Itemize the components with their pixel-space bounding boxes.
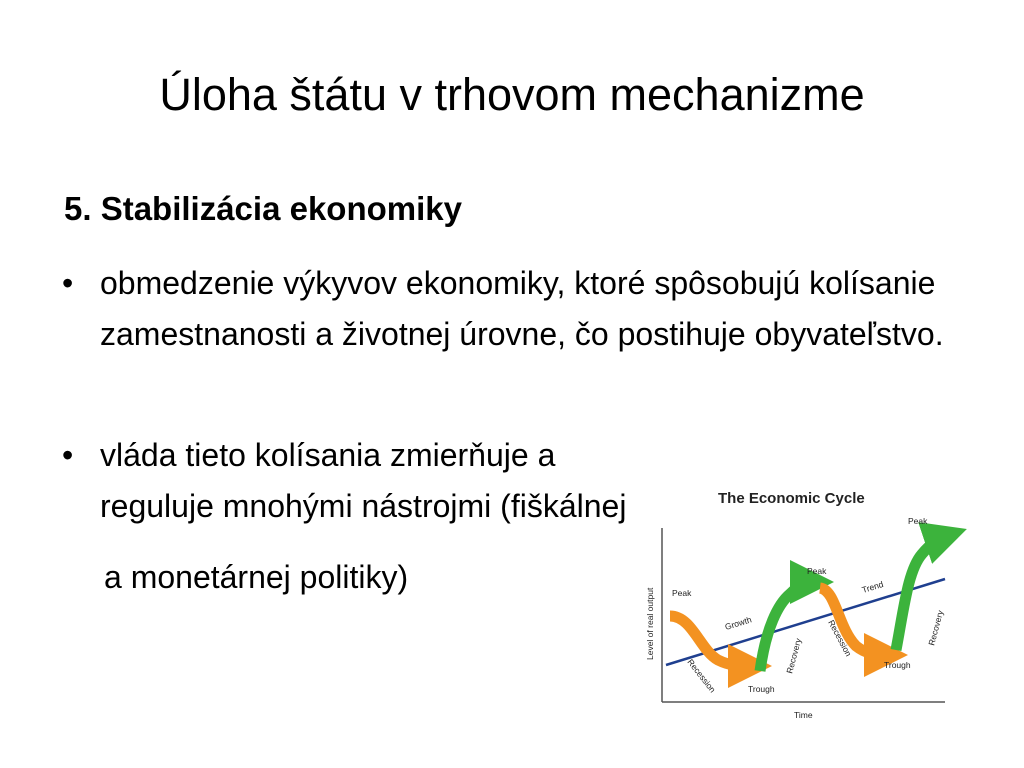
x-axis-label: Time: [794, 710, 813, 720]
label-recession-1: Recession: [685, 657, 718, 695]
slide-title: Úloha štátu v trhovom mechanizme: [159, 69, 865, 120]
label-recession-2: Recession: [826, 618, 854, 658]
label-trend: Trend: [860, 578, 885, 595]
bullet-text: obmedzenie výkyvov ekonomiky, ktoré spôsobujú kolísanie zamestnanosti a životnej úrovne, čo postihuje obyvateľstvo.: [100, 265, 944, 352]
label-peak-1: Peak: [672, 588, 692, 598]
figure-title: The Economic Cycle: [718, 490, 865, 507]
bullet-continuation: a monetárnej politiky): [104, 559, 409, 595]
y-axis-label: Level of real output: [645, 587, 655, 660]
bullet-symbol: •: [62, 437, 74, 473]
bullet-item-1: [62, 258, 960, 360]
label-peak-3: Peak: [908, 516, 928, 526]
recovery-arrow-1: [760, 582, 812, 671]
label-peak-2: Peak: [807, 566, 827, 576]
label-trough-2: Trough: [884, 660, 911, 670]
section-heading: 5. Stabilizácia ekonomiky: [64, 190, 462, 227]
bullet-symbol: •: [62, 265, 74, 301]
label-growth: Growth: [723, 614, 753, 632]
label-trough-1: Trough: [748, 684, 775, 694]
bullet-item-2: [62, 430, 660, 532]
label-recovery-1: Recovery: [784, 637, 804, 675]
label-recovery-2: Recovery: [926, 609, 946, 647]
bullet-text: vláda tieto kolísania zmierňuje a reguluje mnohými nástrojmi (fiškálnej: [100, 437, 627, 524]
economic-cycle-figure: [640, 478, 970, 728]
